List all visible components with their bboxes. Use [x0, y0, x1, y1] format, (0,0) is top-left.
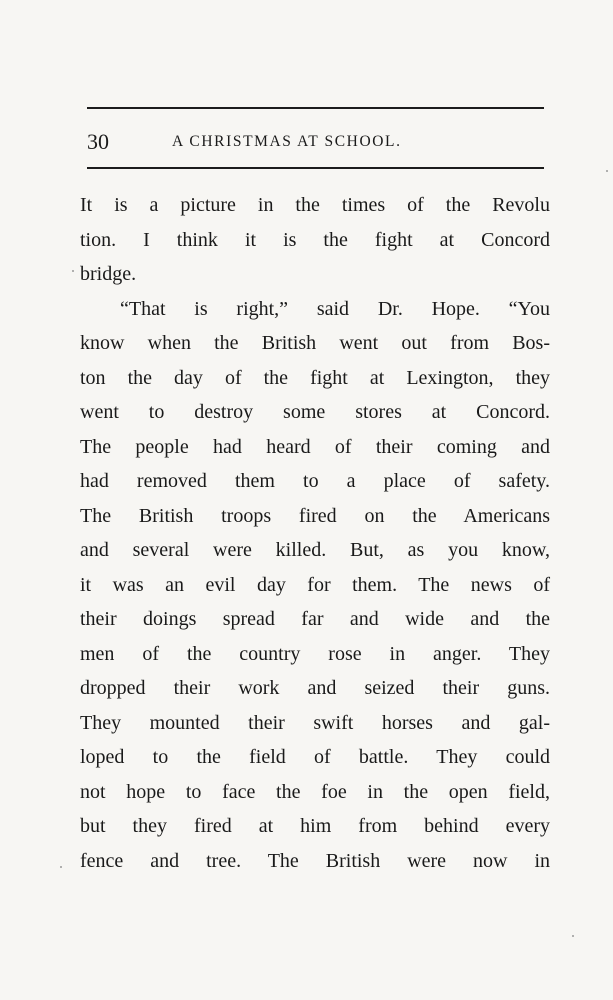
header-top-rule	[87, 107, 544, 109]
text-line: not hope to face the foe in the open field,	[80, 780, 550, 803]
text-line: bridge.	[80, 263, 137, 285]
paper-speck	[60, 866, 62, 868]
paper-speck	[606, 170, 608, 172]
text-line: The people had heard of their coming and	[80, 435, 550, 458]
text-line: it was an evil day for them. The news of	[80, 573, 550, 596]
text-line: fence and tree. The British were now in	[80, 849, 550, 872]
text-line: their doings spread far and wide and the	[80, 608, 550, 630]
text-line: They mounted their swift horses and gal-	[80, 711, 550, 734]
text-line: It is a picture in the times of the Revolu	[80, 194, 550, 216]
text-line: loped to the field of battle. They could	[80, 746, 550, 768]
text-line: The British troops fired on the Americans	[80, 504, 550, 527]
body-text	[80, 188, 550, 878]
running-title: A CHRISTMAS AT SCHOOL.	[172, 133, 402, 150]
text-line: know when the British went out from Bos-	[80, 332, 550, 354]
running-head	[87, 128, 544, 158]
text-line: and several were killed. But, as you know,	[80, 539, 550, 561]
text-line: had removed them to a place of safety.	[80, 470, 550, 492]
header-bottom-rule	[87, 167, 544, 169]
text-line: “That is right,” said Dr. Hope. “You	[120, 297, 550, 320]
paper-speck	[572, 935, 574, 937]
text-line: men of the country rose in anger. They	[80, 642, 550, 665]
text-line: ton the day of the fight at Lexington, they	[80, 366, 550, 389]
page-number: 30	[87, 129, 109, 154]
paper-speck	[72, 270, 74, 272]
text-line: tion. I think it is the fight at Concord	[80, 228, 550, 251]
text-line: dropped their work and seized their guns.	[80, 677, 550, 699]
text-line: went to destroy some stores at Concord.	[80, 401, 550, 423]
text-line: but they fired at him from behind every	[80, 815, 550, 837]
